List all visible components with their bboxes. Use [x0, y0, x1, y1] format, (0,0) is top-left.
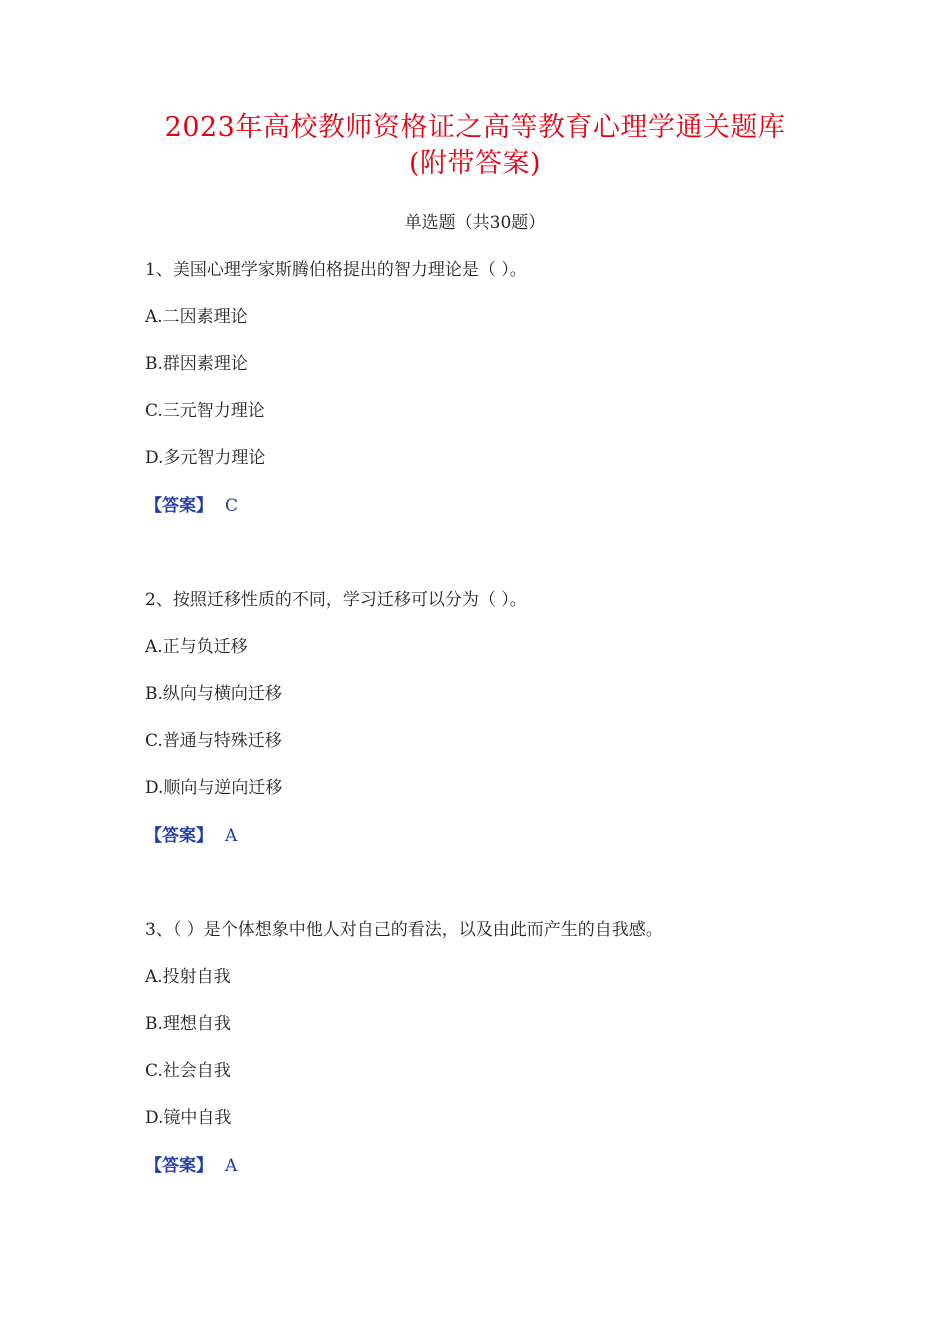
option-c: C.普通与特殊迁移 — [145, 731, 282, 751]
answer-value: A — [225, 1156, 238, 1176]
option-c: C.社会自我 — [145, 1061, 231, 1081]
section-heading: 单选题（共30题） — [404, 213, 546, 233]
option-a: A.二因素理论 — [145, 307, 248, 327]
option-c: C.三元智力理论 — [145, 401, 265, 421]
question-stem: 1、美国心理学家斯腾伯格提出的智力理论是（ ）。 — [145, 260, 527, 280]
answer-line — [145, 824, 237, 848]
question-stem: 3、（ ）是个体想象中他人对自己的看法，以及由此而产生的自我感。 — [145, 920, 663, 940]
doc-title-line2: (附带答案) — [408, 148, 542, 179]
option-b: B.群因素理论 — [145, 354, 248, 374]
option-b: B.理想自我 — [145, 1014, 231, 1034]
answer-value: A — [225, 826, 238, 846]
option-d: D.顺向与逆向迁移 — [145, 778, 283, 798]
answer-label: 【答案】 — [145, 826, 213, 846]
answer-label: 【答案】 — [145, 1156, 213, 1176]
option-a: A.正与负迁移 — [145, 637, 248, 657]
option-b: B.纵向与横向迁移 — [145, 684, 282, 704]
option-d: D.多元智力理论 — [145, 448, 266, 468]
answer-label: 【答案】 — [145, 496, 213, 516]
doc-title-line1: 2023年高校教师资格证之高等教育心理学通关题库 — [164, 112, 786, 143]
question-stem: 2、按照迁移性质的不同，学习迁移可以分为（ ）。 — [145, 590, 527, 610]
option-a: A.投射自我 — [145, 967, 231, 987]
answer-value: C — [225, 496, 239, 516]
option-d: D.镜中自我 — [145, 1108, 232, 1128]
answer-line — [145, 1154, 237, 1178]
answer-line — [145, 494, 238, 518]
